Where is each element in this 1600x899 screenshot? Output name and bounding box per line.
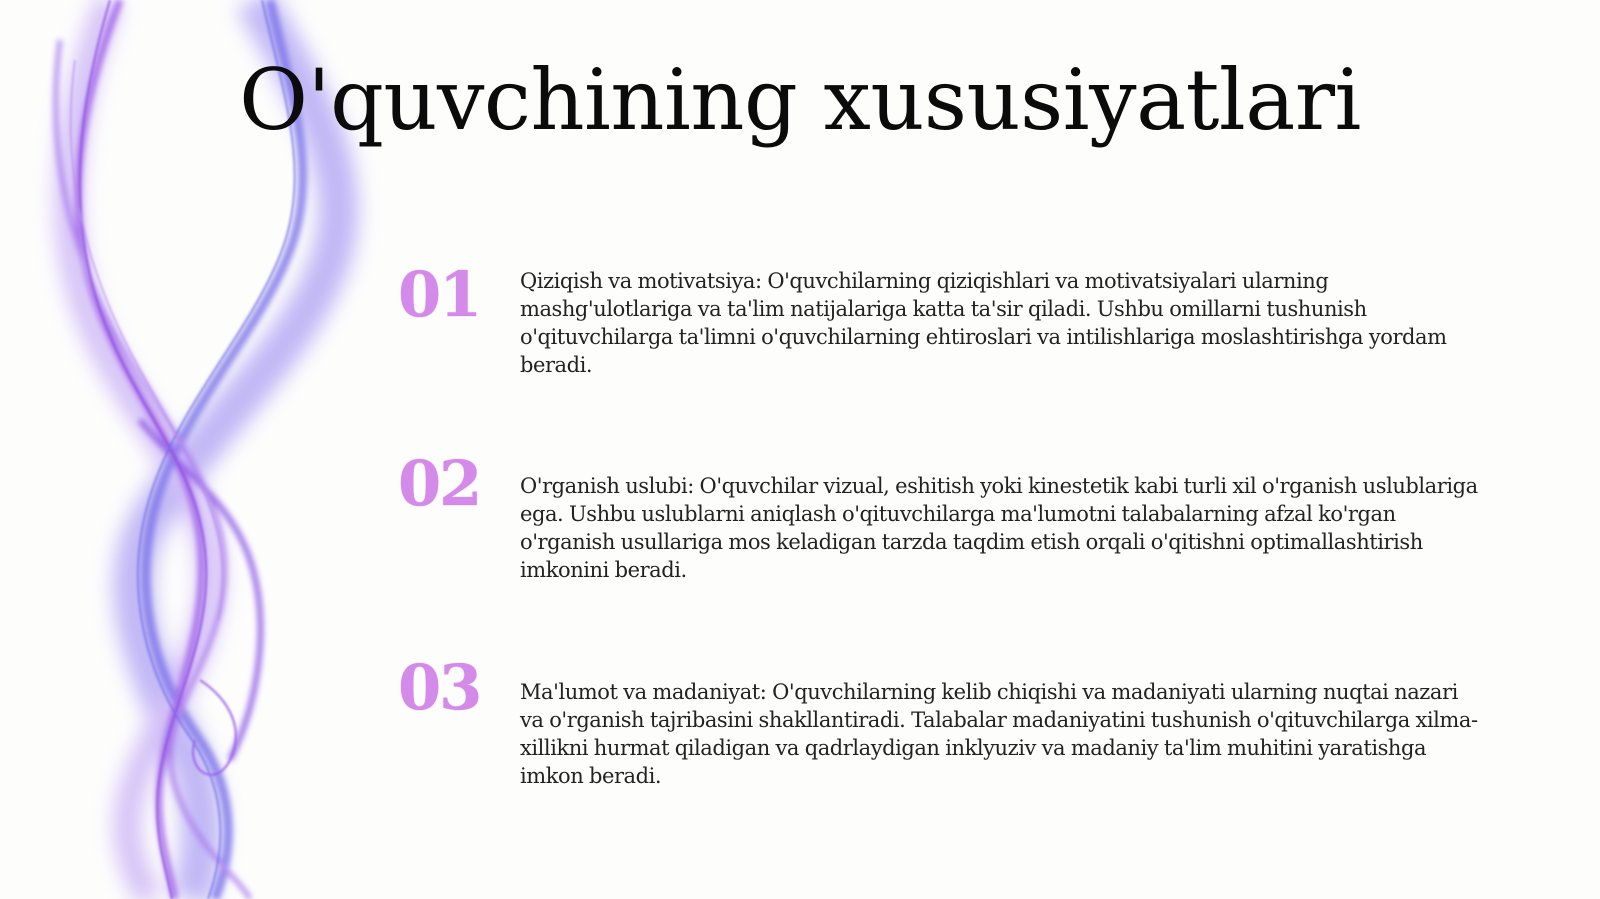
slide-title: O'quvchining xususiyatlari xyxy=(239,51,1361,149)
item-text-03: Ma'lumot va madaniyat: O'quvchilarning kelib chiqishi va madaniyati ularning nuqtai nazari va o'rganish tajribasini shakllantiradi. Talabalar madaniyatini tushunish o'qituvchilarga xilma-xillikni hurmat qiladigan va qadrlaydigan inklyuziv va madaniy ta'lim muhitini yaratishga imkon beradi. xyxy=(520,680,1478,788)
item-number-02: 02 xyxy=(398,447,481,520)
item-number-03: 03 xyxy=(398,651,481,724)
item-number-01: 01 xyxy=(398,258,481,331)
item-text-02: O'rganish uslubi: O'quvchilar vizual, eshitish yoki kinestetik kabi turli xil o'rganish uslublariga ega. Ushbu uslublarni aniqlash o'qituvchilarga ma'lumotni talabalarning afzal ko'rgan o'rganish usullariga mos keladigan tarzda taqdim etish orqali o'qitishni optimallashtirish imkonini beradi. xyxy=(520,474,1478,582)
item-text-01: Qiziqish va motivatsiya: O'quvchilarning qiziqishlari va motivatsiyalari ularning mashg'ulotlariga va ta'lim natijalariga katta ta'sir qiladi. Ushbu omillarni tushunish o'qituvchilarga ta'limni o'quvchilarning ehtiroslari va intilishlariga moslashtirishga yordam beradi. xyxy=(520,269,1447,377)
